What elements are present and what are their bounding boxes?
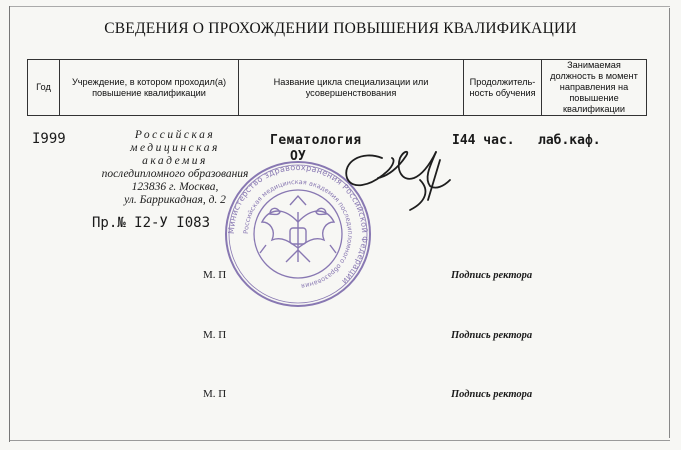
course-name: Гематология bbox=[270, 133, 362, 148]
order-number: Пр.№ I2-У I083 bbox=[92, 215, 211, 231]
seal-inner-text: Российская медицинская академия последипломного образования bbox=[241, 177, 355, 290]
header-institution: Учреждение, в котором проходил(а) повышение квалификации bbox=[60, 60, 239, 116]
institution-line: Российская bbox=[134, 129, 216, 141]
institution-line: 123836 г. Москва, bbox=[131, 181, 219, 193]
header-position: Занимаемая должность в момент направления на повышение квалификации bbox=[542, 60, 647, 116]
seal-place-label: М. П bbox=[203, 329, 227, 341]
seal-place-label: М. П bbox=[203, 269, 227, 281]
seal-outer-text: Министерство здравоохранения Российской Федерации bbox=[226, 162, 370, 287]
rector-signature-label: Подпись ректора bbox=[451, 270, 533, 281]
institution-line: последипломного образования bbox=[101, 168, 249, 180]
seal-place-label: М. П bbox=[203, 388, 227, 400]
course-duration: I44 час. bbox=[452, 133, 515, 148]
institution-line: академия bbox=[142, 155, 208, 167]
header-duration: Продолжитель- ность обучения bbox=[464, 60, 542, 116]
institution-line: медицинская bbox=[130, 142, 220, 154]
entry-year: I999 bbox=[32, 131, 66, 147]
rector-signature-label: Подпись ректора bbox=[451, 389, 533, 400]
page-title: СВЕДЕНИЯ О ПРОХОЖДЕНИИ ПОВЫШЕНИЯ КВАЛИФИКАЦИИ bbox=[104, 20, 577, 37]
rector-signature-label: Подпись ректора bbox=[451, 330, 533, 341]
official-seal bbox=[226, 162, 370, 306]
job-position: лаб.каф. bbox=[538, 133, 601, 148]
header-course-name: Название цикла специализации или усовершенствования bbox=[239, 60, 464, 116]
institution-line: ул. Баррикадная, д. 2 bbox=[124, 194, 226, 206]
double-headed-eagle-icon bbox=[260, 196, 336, 262]
header-year: Год bbox=[28, 60, 60, 116]
course-code: ОУ bbox=[290, 149, 306, 164]
